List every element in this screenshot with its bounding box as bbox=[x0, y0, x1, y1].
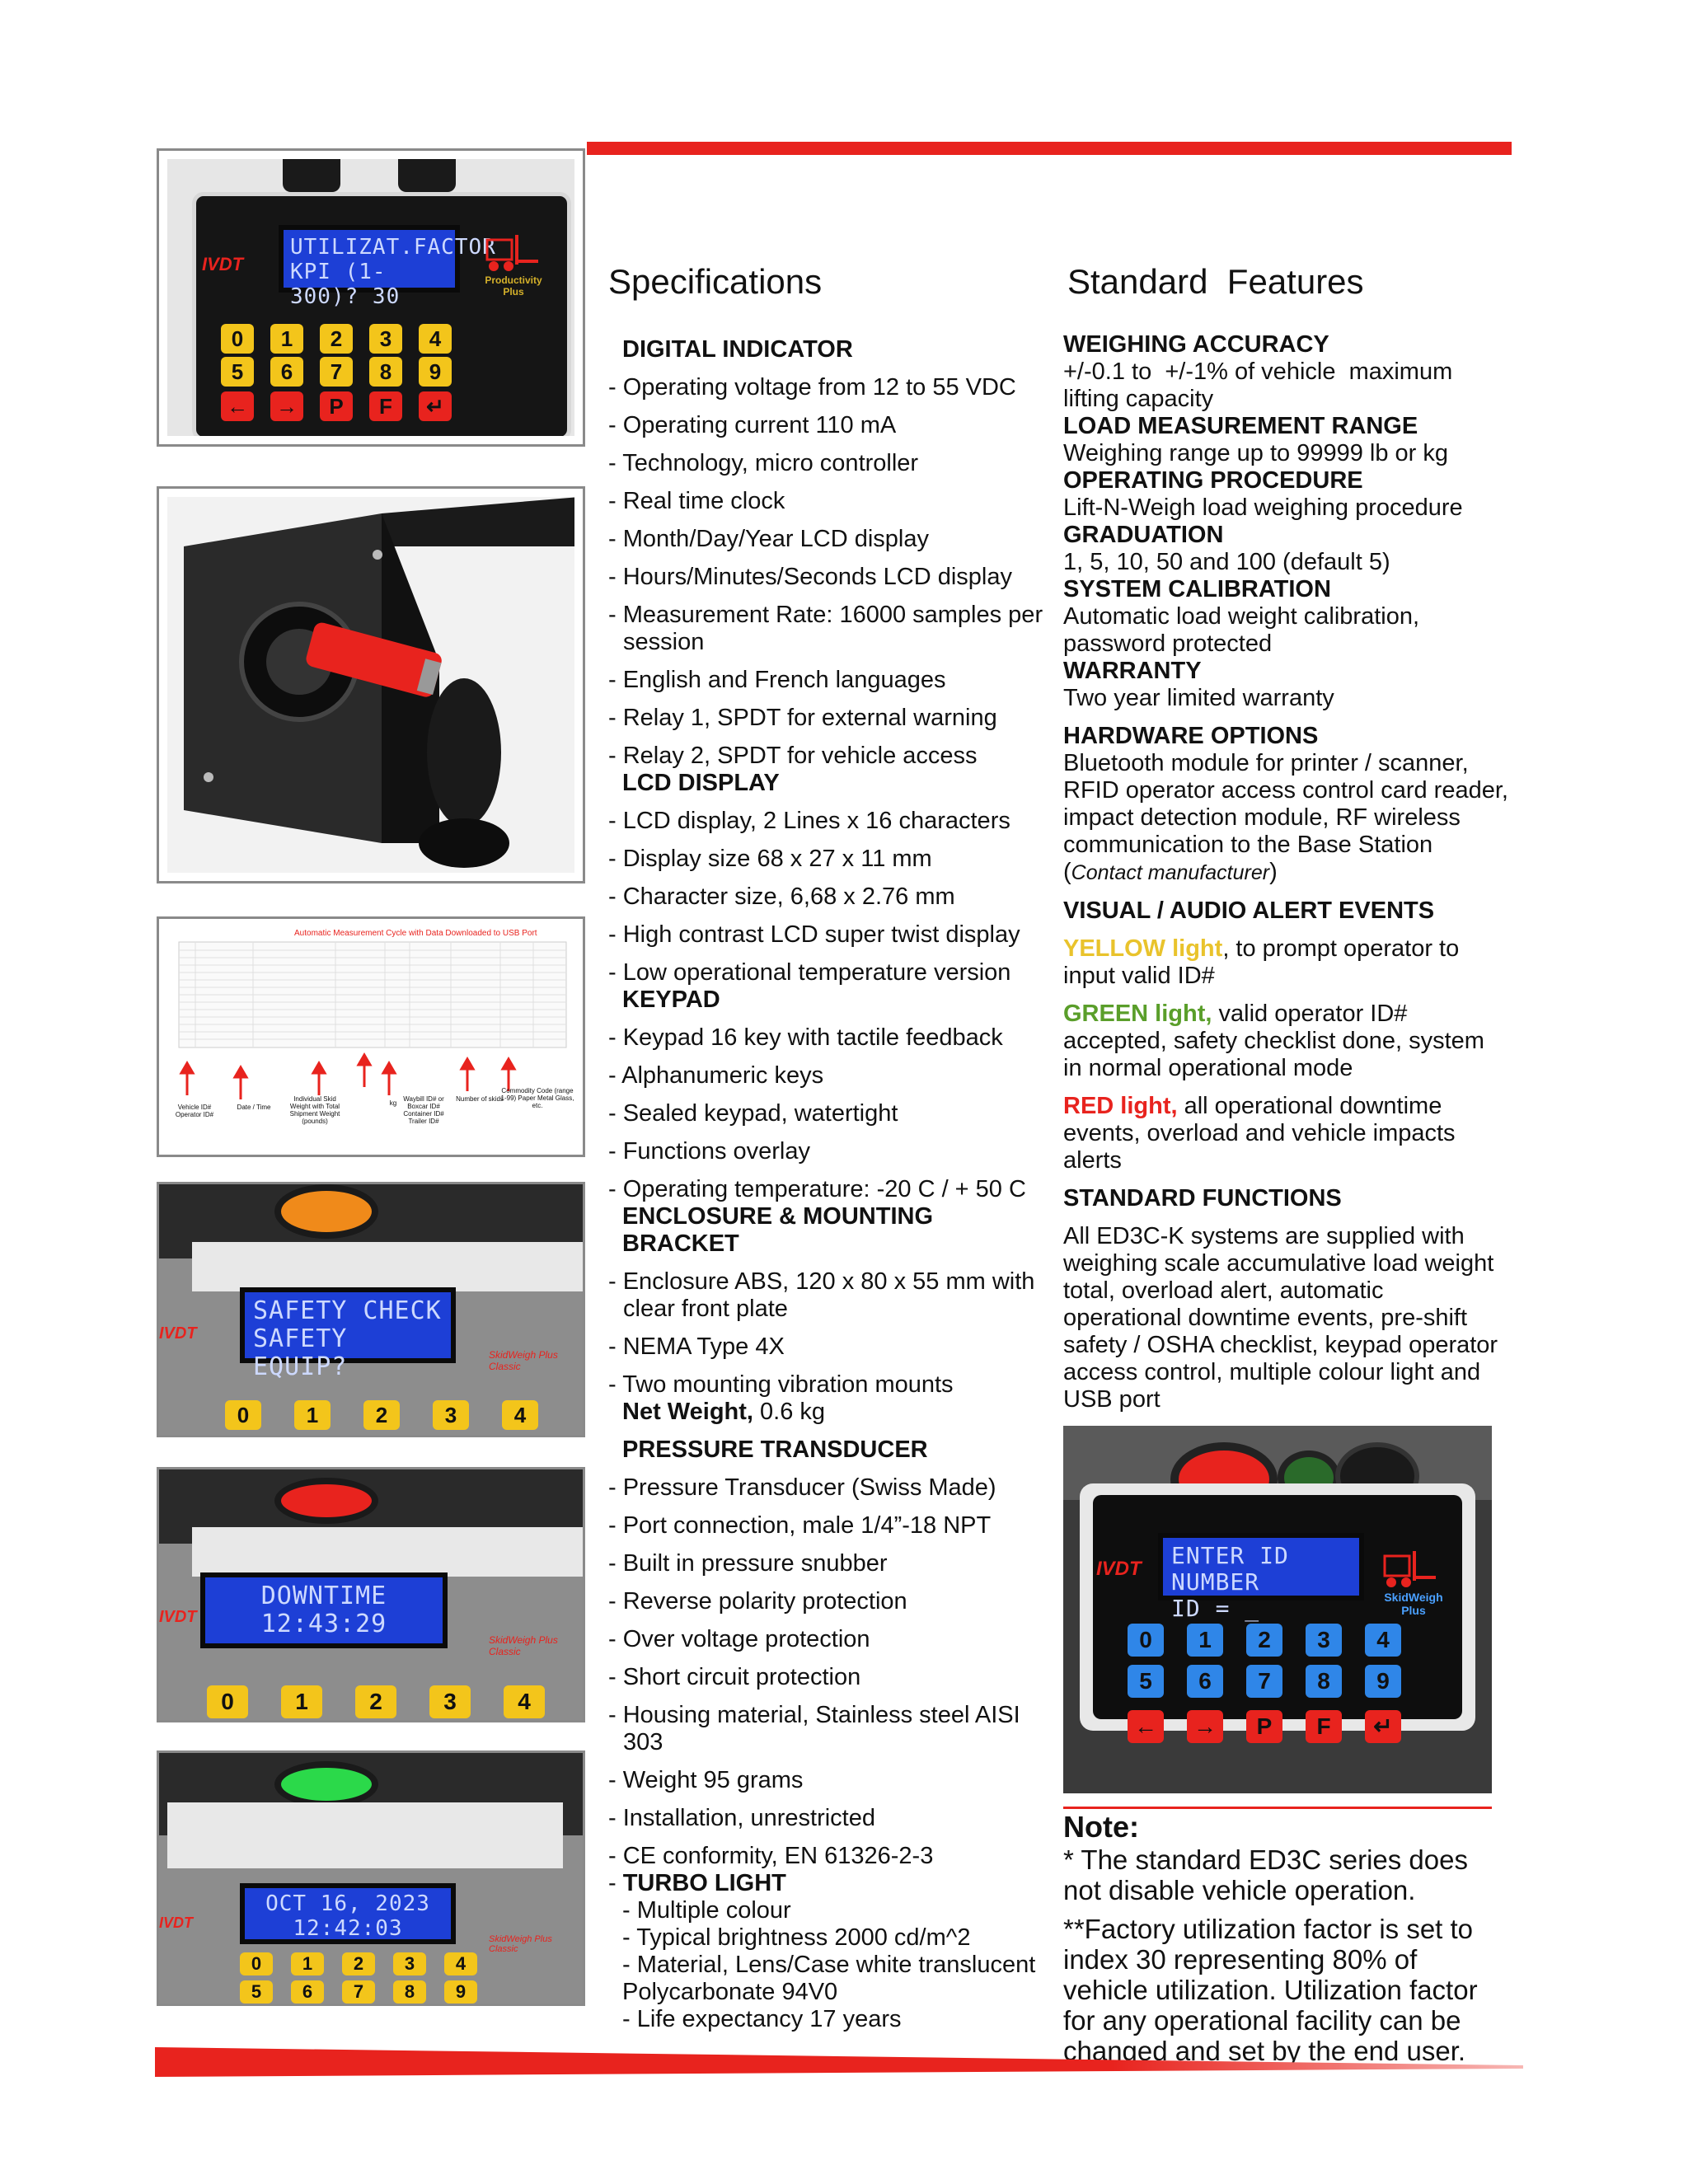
top-accent-bar bbox=[587, 142, 1512, 155]
orange-light-icon bbox=[274, 1184, 378, 1239]
keypad-key: ↵ bbox=[419, 391, 452, 421]
keypad-key: 7 bbox=[342, 1980, 375, 2004]
digital-indicator-list bbox=[608, 374, 1045, 770]
hardware-body: Bluetooth module for printer / scanner, RFID operator access control card reader, impact detection module, RF wireless communication to the Base Station ( bbox=[1063, 750, 1508, 885]
keypad-key: 3 bbox=[1306, 1624, 1342, 1657]
spec-item: - Multiple colour bbox=[622, 1897, 791, 1924]
spreadsheet-label: Date / Time bbox=[237, 1104, 271, 1111]
product-name: SkidWeigh Plus Classic bbox=[489, 1634, 558, 1657]
lcd-display-list bbox=[608, 808, 1045, 987]
section-digital-indicator: DIGITAL INDICATOR bbox=[622, 336, 853, 363]
spec-item: - Keypad 16 key with tactile feedback bbox=[608, 1024, 1003, 1051]
keypad-key: 5 bbox=[1128, 1665, 1164, 1698]
lcd-line-2: ID = _ bbox=[1171, 1595, 1260, 1622]
lcd-line-1: SAFETY CHECK bbox=[253, 1296, 442, 1325]
keypad-key: 4 bbox=[502, 1400, 538, 1430]
accuracy-text: +/-0.1 to +/-1% of vehicle maximum lifting capacity bbox=[1063, 359, 1460, 412]
keypad-key: 4 bbox=[504, 1685, 545, 1718]
keypad-key: ← bbox=[1128, 1710, 1164, 1743]
keypad-key: 0 bbox=[225, 1400, 261, 1430]
keypad-key: 7 bbox=[320, 357, 353, 387]
spreadsheet-label: Waybill ID# or Boxcar ID# Container ID# Trailer ID# bbox=[403, 1095, 444, 1125]
lcd-screen bbox=[240, 1883, 456, 1944]
keypad-key: ← bbox=[221, 391, 254, 421]
keypad-key: 0 bbox=[1128, 1624, 1164, 1657]
device-photo-safety-check bbox=[157, 1182, 585, 1437]
keypad-key: P bbox=[1246, 1710, 1282, 1743]
keypad-key: 1 bbox=[294, 1400, 331, 1430]
spec-item: - Reverse polarity protection bbox=[608, 1588, 907, 1615]
turbo-light-heading: TURBO LIGHT bbox=[622, 1870, 786, 1896]
bottom-accent-bar bbox=[155, 2047, 1523, 2077]
spec-item: - Relay 2, SPDT for vehicle access bbox=[608, 743, 978, 769]
hardware-heading: HARDWARE OPTIONS bbox=[1063, 723, 1319, 749]
spec-item: - Short circuit protection bbox=[608, 1664, 861, 1690]
keypad-key: 9 bbox=[1365, 1665, 1401, 1698]
keypad-key: 4 bbox=[419, 324, 452, 354]
standard-features-column bbox=[1063, 331, 1508, 1413]
net-weight-value: 0.6 kg bbox=[753, 1399, 826, 1425]
usb-port-illustration bbox=[167, 497, 574, 873]
green-light-label: GREEN light, bbox=[1063, 1001, 1212, 1027]
green-light-icon bbox=[274, 1761, 378, 1807]
lcd-line-1: UTILIZAT.FACTOR bbox=[290, 235, 496, 260]
ivdt-logo: IVDT bbox=[159, 1915, 194, 1931]
keypad-key: 9 bbox=[419, 357, 452, 387]
lcd-line-2: 12:43:29 bbox=[260, 1610, 387, 1638]
section-turbo-light bbox=[608, 1870, 1045, 1897]
keypad-key: → bbox=[1187, 1710, 1223, 1743]
graduation-text: 1, 5, 10, 50 and 100 (default 5) bbox=[1063, 549, 1390, 575]
spec-item: - Port connection, male 1/4”-18 NPT bbox=[608, 1512, 992, 1539]
spec-item: - Real time clock bbox=[608, 488, 785, 514]
device-photo-enter-id bbox=[1063, 1426, 1492, 1793]
product-name: SkidWeigh Plus bbox=[1384, 1591, 1443, 1617]
red-light-icon bbox=[274, 1478, 378, 1524]
warranty-heading: WARRANTY bbox=[1063, 658, 1202, 684]
keypad-key: 1 bbox=[270, 324, 303, 354]
spreadsheet-label: kg bbox=[389, 1099, 397, 1107]
spreadsheet-title: Automatic Measurement Cycle with Data Downloaded to USB Port bbox=[294, 929, 537, 938]
spec-item: - Low operational temperature version bbox=[608, 959, 1011, 986]
spec-item: - Relay 1, SPDT for external warning bbox=[608, 705, 997, 731]
spec-item: - Two mounting vibration mounts bbox=[608, 1371, 954, 1398]
product-name: SkidWeigh Plus Classic bbox=[489, 1934, 552, 1954]
spec-item: - Pressure Transducer (Swiss Made) bbox=[608, 1474, 996, 1501]
spec-item: - Hours/Minutes/Seconds LCD display bbox=[608, 564, 1012, 590]
spec-item: - Technology, micro controller bbox=[608, 450, 919, 476]
note-section bbox=[1063, 1810, 1508, 2066]
keypad-key: P bbox=[320, 391, 353, 421]
spec-item: - Over voltage protection bbox=[608, 1626, 870, 1652]
product-name: SkidWeigh Plus Classic bbox=[489, 1349, 558, 1372]
keypad-key: 6 bbox=[270, 357, 303, 387]
keypad-key: 3 bbox=[369, 324, 402, 354]
keypad-key: 9 bbox=[444, 1980, 477, 2004]
green-light-text bbox=[1063, 1001, 1508, 1082]
spec-item: - NEMA Type 4X bbox=[608, 1333, 785, 1360]
ivdt-logo: IVDT bbox=[159, 1608, 197, 1626]
note-line-2: **Factory utilization factor is set to index 30 representing 80% of vehicle utilization. Utilization factor for any operational facility can be changed and set by the end user. bbox=[1063, 1914, 1478, 2066]
range-text: Weighing range up to 99999 lb or kg bbox=[1063, 440, 1449, 466]
keypad-key: 1 bbox=[1187, 1624, 1223, 1657]
device-photo-downtime bbox=[157, 1467, 585, 1722]
hardware-close: ) bbox=[1269, 859, 1278, 885]
keypad-key: → bbox=[270, 391, 303, 421]
pressure-transducer-list bbox=[608, 1474, 1045, 1870]
functions-text: All ED3C-K systems are supplied with weighing scale accumulative load weight total, overload alert, automatic operational downtime events, pre-shift safety / OSHA checklist, keypad operator access control, multiple colour light and USB port bbox=[1063, 1223, 1498, 1413]
graduation-heading: GRADUATION bbox=[1063, 522, 1224, 548]
keypad-key: 0 bbox=[207, 1685, 248, 1718]
turbo-light-list bbox=[608, 1897, 1045, 2033]
keypad-key: 3 bbox=[429, 1685, 471, 1718]
lcd-screen bbox=[1158, 1533, 1364, 1622]
lcd-line-1: ENTER ID NUMBER bbox=[1171, 1542, 1289, 1596]
ivdt-logo: IVDT bbox=[1096, 1558, 1142, 1580]
ivdt-logo: IVDT bbox=[202, 254, 244, 274]
lcd-screen bbox=[279, 225, 496, 309]
keypad-key: 5 bbox=[221, 357, 254, 387]
section-keypad: KEYPAD bbox=[622, 987, 720, 1013]
forklift-logo bbox=[479, 233, 545, 274]
lcd-line-2: KPI (1-300)? 30 bbox=[290, 260, 401, 309]
keypad-key: 1 bbox=[291, 1952, 324, 1975]
spec-item: - Typical brightness 2000 cd/m^2 bbox=[622, 1924, 971, 1951]
spec-item: - Character size, 6,68 x 2.76 mm bbox=[608, 883, 955, 910]
lcd-screen bbox=[240, 1287, 456, 1381]
keypad-key: 2 bbox=[355, 1685, 396, 1718]
green-light-desc: valid operator ID# accepted, safety checklist done, system in normal operational mode bbox=[1063, 1001, 1484, 1081]
keypad-key: 1 bbox=[281, 1685, 322, 1718]
spec-item: - English and French languages bbox=[608, 667, 946, 693]
spec-item: - Alphanumeric keys bbox=[608, 1062, 824, 1089]
spec-item: - Housing material, Stainless steel AISI 303 bbox=[608, 1702, 1020, 1755]
enclosure-list bbox=[608, 1268, 1045, 1399]
range-heading: LOAD MEASUREMENT RANGE bbox=[1063, 413, 1418, 439]
keypad-key: 0 bbox=[240, 1952, 273, 1975]
yellow-light-text bbox=[1063, 935, 1508, 990]
lcd-line-2: SAFETY EQUIP? bbox=[253, 1324, 348, 1381]
net-weight bbox=[608, 1399, 1045, 1426]
keypad-list bbox=[608, 1024, 1045, 1203]
spec-item: - Enclosure ABS, 120 x 80 x 55 mm with clear front plate bbox=[608, 1268, 1035, 1322]
device-photo-usb-port bbox=[157, 486, 585, 883]
spec-item: - Display size 68 x 27 x 11 mm bbox=[608, 846, 932, 872]
forklift-logo bbox=[1376, 1549, 1442, 1591]
keypad-key: 2 bbox=[320, 324, 353, 354]
spec-item: - High contrast LCD super twist display bbox=[608, 921, 1020, 948]
spec-item: - Installation, unrestricted bbox=[608, 1805, 875, 1831]
keypad-key: 5 bbox=[240, 1980, 273, 2004]
red-light-label: RED light, bbox=[1063, 1093, 1178, 1119]
calibration-text: Automatic load weight calibration, password protected bbox=[1063, 603, 1420, 657]
keypad-key: 3 bbox=[393, 1952, 426, 1975]
lcd-line-2: 12:42:03 bbox=[293, 1916, 403, 1941]
alert-heading: VISUAL / AUDIO ALERT EVENTS bbox=[1063, 898, 1435, 924]
lcd-line-1: OCT 16, 2023 bbox=[265, 1891, 430, 1916]
keypad-key: 8 bbox=[369, 357, 402, 387]
red-light-desc: all operational downtime events, overload and vehicle impacts alerts bbox=[1063, 1093, 1456, 1174]
warranty-text: Two year limited warranty bbox=[1063, 685, 1334, 711]
device-photo-utilization bbox=[157, 148, 585, 447]
note-title: Note: bbox=[1063, 1810, 1139, 1844]
section-enclosure: ENCLOSURE & MOUNTING BRACKET bbox=[622, 1203, 933, 1257]
yellow-light-label: YELLOW light bbox=[1063, 935, 1223, 962]
turbo-dash: - bbox=[608, 1870, 623, 1896]
net-weight-label: Net Weight, bbox=[622, 1399, 753, 1425]
spreadsheet-label: Individual Skid Weight with Total Shipment Weight (pounds) bbox=[289, 1095, 340, 1125]
keypad-key: 3 bbox=[433, 1400, 469, 1430]
hardware-text bbox=[1063, 750, 1508, 887]
procedure-text: Lift-N-Weigh load weighing procedure bbox=[1063, 494, 1463, 521]
keypad-key: 8 bbox=[1306, 1665, 1342, 1698]
device-photo-date-time bbox=[157, 1750, 585, 2006]
functions-heading: STANDARD FUNCTIONS bbox=[1063, 1185, 1342, 1212]
spec-item: - LCD display, 2 Lines x 16 characters bbox=[608, 808, 1010, 834]
keypad-key: 8 bbox=[393, 1980, 426, 2004]
section-lcd-display: LCD DISPLAY bbox=[622, 770, 780, 796]
ivdt-logo: IVDT bbox=[159, 1324, 197, 1343]
keypad-key: F bbox=[1306, 1710, 1342, 1743]
keypad-key: ↵ bbox=[1365, 1710, 1401, 1743]
procedure-heading: OPERATING PROCEDURE bbox=[1063, 467, 1363, 494]
keypad-key: F bbox=[369, 391, 402, 421]
spreadsheet-label: Vehicle ID# Operator ID# bbox=[175, 1104, 214, 1118]
red-light-text bbox=[1063, 1093, 1508, 1174]
product-name: Productivity Plus bbox=[485, 274, 542, 298]
spreadsheet-label: Commodity Code (range 1-99) Paper Metal Glass, etc. bbox=[500, 1087, 574, 1109]
spec-item: - Month/Day/Year LCD display bbox=[608, 526, 929, 552]
spec-item: - Operating temperature: -20 C / + 50 C bbox=[608, 1176, 1026, 1202]
keypad-key: 6 bbox=[291, 1980, 324, 2004]
keypad-key: 2 bbox=[1246, 1624, 1282, 1657]
calibration-heading: SYSTEM CALIBRATION bbox=[1063, 576, 1331, 602]
hardware-contact: Contact manufacturer bbox=[1071, 861, 1270, 884]
spec-item: - Weight 95 grams bbox=[608, 1767, 804, 1793]
keypad-key: 4 bbox=[444, 1952, 477, 1975]
standard-features-heading: Standard Features bbox=[1067, 262, 1364, 301]
keypad-key: 2 bbox=[342, 1952, 375, 1975]
spreadsheet-screenshot bbox=[157, 916, 585, 1157]
spec-item: - Material, Lens/Case white translucent Polycarbonate 94V0 bbox=[622, 1952, 1036, 2005]
keypad-key: 7 bbox=[1246, 1665, 1282, 1698]
spec-item: - Measurement Rate: 16000 samples per session bbox=[608, 602, 1043, 655]
accuracy-heading: WEIGHING ACCURACY bbox=[1063, 331, 1329, 358]
spreadsheet-label: Number of skids bbox=[456, 1095, 504, 1103]
note-divider bbox=[1063, 1807, 1492, 1809]
keypad-key: 6 bbox=[1187, 1665, 1223, 1698]
lcd-line-1: DOWNTIME bbox=[260, 1582, 387, 1610]
section-pressure-transducer: PRESSURE TRANSDUCER bbox=[622, 1436, 928, 1463]
spec-item: - Operating current 110 mA bbox=[608, 412, 897, 438]
keypad-key: 2 bbox=[363, 1400, 400, 1430]
specifications-heading: Specifications bbox=[608, 262, 823, 301]
keypad-key: 0 bbox=[221, 324, 254, 354]
specifications-column bbox=[608, 336, 1045, 2033]
note-line-1: * The standard ED3C series does not disable vehicle operation. bbox=[1063, 1844, 1468, 1905]
spec-item: - Life expectancy 17 years bbox=[622, 2006, 902, 2032]
spec-item: - Built in pressure snubber bbox=[608, 1550, 888, 1577]
spec-item: - Operating voltage from 12 to 55 VDC bbox=[608, 374, 1016, 401]
spec-item: - CE conformity, EN 61326-2-3 bbox=[608, 1843, 934, 1869]
spec-item: - Sealed keypad, watertight bbox=[608, 1100, 898, 1127]
yellow-light-desc: , to prompt operator to input valid ID# bbox=[1063, 935, 1460, 989]
lcd-screen bbox=[200, 1572, 448, 1648]
spec-item: - Functions overlay bbox=[608, 1138, 810, 1165]
keypad-key: 4 bbox=[1365, 1624, 1401, 1657]
